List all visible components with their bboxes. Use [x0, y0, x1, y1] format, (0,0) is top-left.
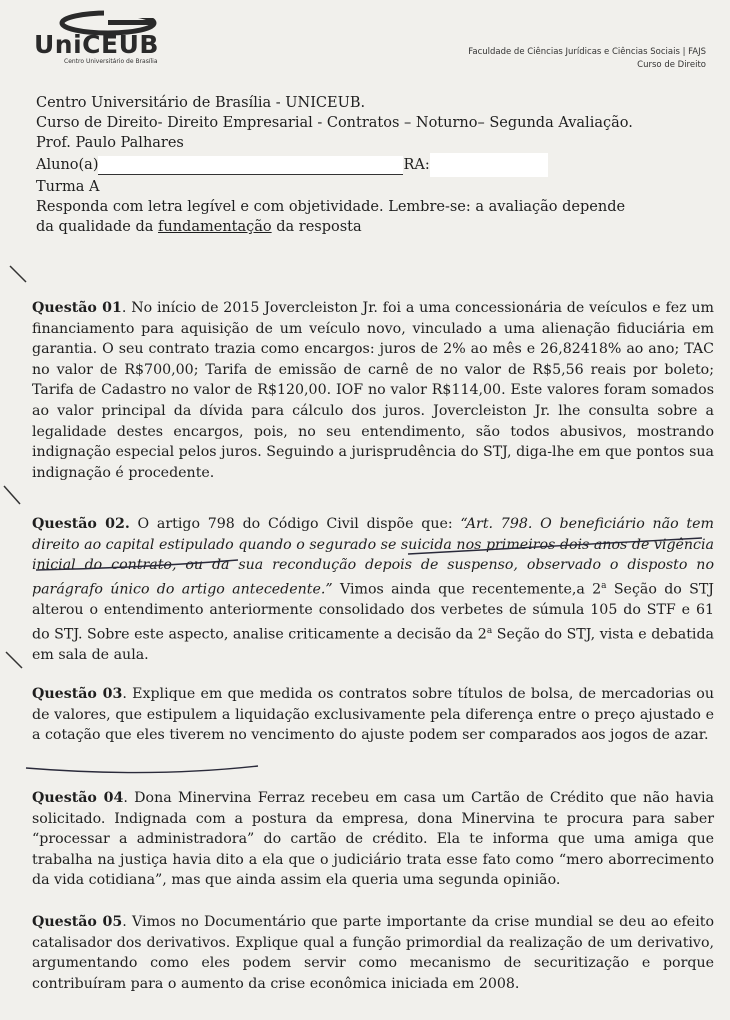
pen-tick-mark — [6, 652, 22, 668]
article-quote: “Art. 798. O beneficiário não tem direito ao capital estipulado quando o segurado se suicida nos primeiros dois anos de vigência inicial do contrato, ou da sua recondução depois de suspenso, observado o disposto no parágrafo único do artigo antecedente.” — [32, 516, 714, 598]
question-text: . Explique em que medida os contratos sobre títulos de bolsa, de mercadorias ou de valores, que estipulem a liquidação exclusivamente pela diferença entre o preço ajustado e a cotação que eles tiverem no vencimento do ajuste podem ser comparados aos jogos de azar. — [32, 686, 714, 744]
question-text: . Vimos no Documentário que parte importante da crise mundial se deu ao efeito catalisador dos derivativos. Explique qual a função primordial da realização de um derivativo, argumentando como eles podem servir como mecanismo de securitização e porque contribuíram para o aumento da crise econômica iniciada em 2008. — [32, 914, 714, 992]
ordinal-sup: a — [601, 580, 607, 591]
logo-word: UniCEUB — [34, 30, 159, 59]
question-text: O artigo 798 do Código Civil dispõe que: — [129, 516, 461, 532]
question-label: Questão 04 — [32, 790, 124, 806]
question-text: Seção do STJ, vista e debatida em sala de aula. — [32, 626, 715, 664]
ordinal-sup: a — [486, 625, 493, 636]
ra-label: RA: — [403, 157, 430, 173]
course-line: Curso de Direito- Direito Empresarial - Contratos – Noturno– Segunda Avaliação. — [36, 115, 633, 131]
logo-subtitle: Centro Universitário de Brasília — [64, 58, 158, 65]
student-label: Aluno(a) — [36, 157, 99, 173]
question-01 — [32, 298, 714, 483]
institution-line: Centro Universitário de Brasília - UNICEUB. — [36, 95, 366, 111]
ra-redaction — [430, 153, 548, 177]
uniceub-logo — [34, 8, 194, 64]
faculty-header — [468, 46, 706, 72]
pen-tick-mark — [4, 486, 20, 504]
pen-tick-mark — [10, 266, 26, 282]
question-label: Questão 05 — [32, 914, 123, 930]
question-text: . No início de 2015 Jovercleiston Jr. foi a uma concessionária de veículos e fez um financiamento para aquisição de um veículo novo, vinculado a uma alienação fiduciária em garantia. O seu contrato trazia como encargos: juros de 2% ao mês e 26,82418% ao ano; TAC no valor de R$700,00; Tarifa de emissão de carnê de no valor de R$5,56 reais por boleto; Tarifa de Cadastro no valor de R$120,00. IOF no valor R$114,00. Este valores foram somados ao valor principal da dívida para cálculo dos juros. Jovercleiston Jr. lhe consulta sobre a legalidade destes encargos, pois, no seu entendimento, são todos abusivos, mostrando indignação especial pelos juros. Seguindo a jurisprudência do STJ, diga-lhe em que pontos sua indignação é procedente. — [32, 300, 714, 481]
student-line — [36, 153, 676, 177]
question-text: Seção do STJ alterou o entendimento anteriormente consolidado dos verbetes de súmula 105 do STF e 61 do STJ. Sobre este aspecto, analise criticamente a decisão da 2 — [32, 581, 714, 643]
question-02 — [32, 514, 714, 666]
question-label: Questão 03 — [32, 686, 123, 702]
question-label: Questão 02. — [32, 516, 130, 532]
student-name-redaction — [98, 156, 403, 175]
class-line: Turma A — [36, 179, 100, 195]
instructions-line-1: Responda com letra legível e com objetividade. Lembre-se: a avaliação depende — [36, 199, 626, 215]
question-text: Vimos ainda que recentemente,a 2 — [332, 581, 602, 598]
instructions-text-end: da resposta — [271, 219, 362, 235]
question-03 — [32, 684, 714, 746]
faculty-name: Faculdade de Ciências Jurídicas e Ciências Sociais | FAJS — [468, 47, 706, 57]
instructions-underlined: fundamentação — [158, 219, 272, 235]
instructions-line-2 — [36, 217, 676, 237]
question-label: Questão 01 — [32, 300, 122, 316]
exam-info — [36, 93, 676, 237]
instructions-text: da qualidade da — [36, 219, 159, 235]
question-text: . Dona Minervina Ferraz recebeu em casa um Cartão de Crédito que não havia solicitado. Indignada com a postura da empresa, dona Minervina te procura para saber “processar a administradora” do cartão de crédito. Ela te informa que uma amiga que trabalha na justiça havia dito a ela que o judiciário trata esse fato como “mero aborrecimento da vida cotidiana”, mas que ainda assim ela queria uma segunda opinião. — [32, 790, 714, 889]
pen-underline — [26, 766, 258, 773]
course-name: Curso de Direito — [637, 60, 706, 70]
professor-line: Prof. Paulo Palhares — [36, 135, 184, 151]
question-05 — [32, 912, 714, 994]
question-04 — [32, 788, 714, 891]
